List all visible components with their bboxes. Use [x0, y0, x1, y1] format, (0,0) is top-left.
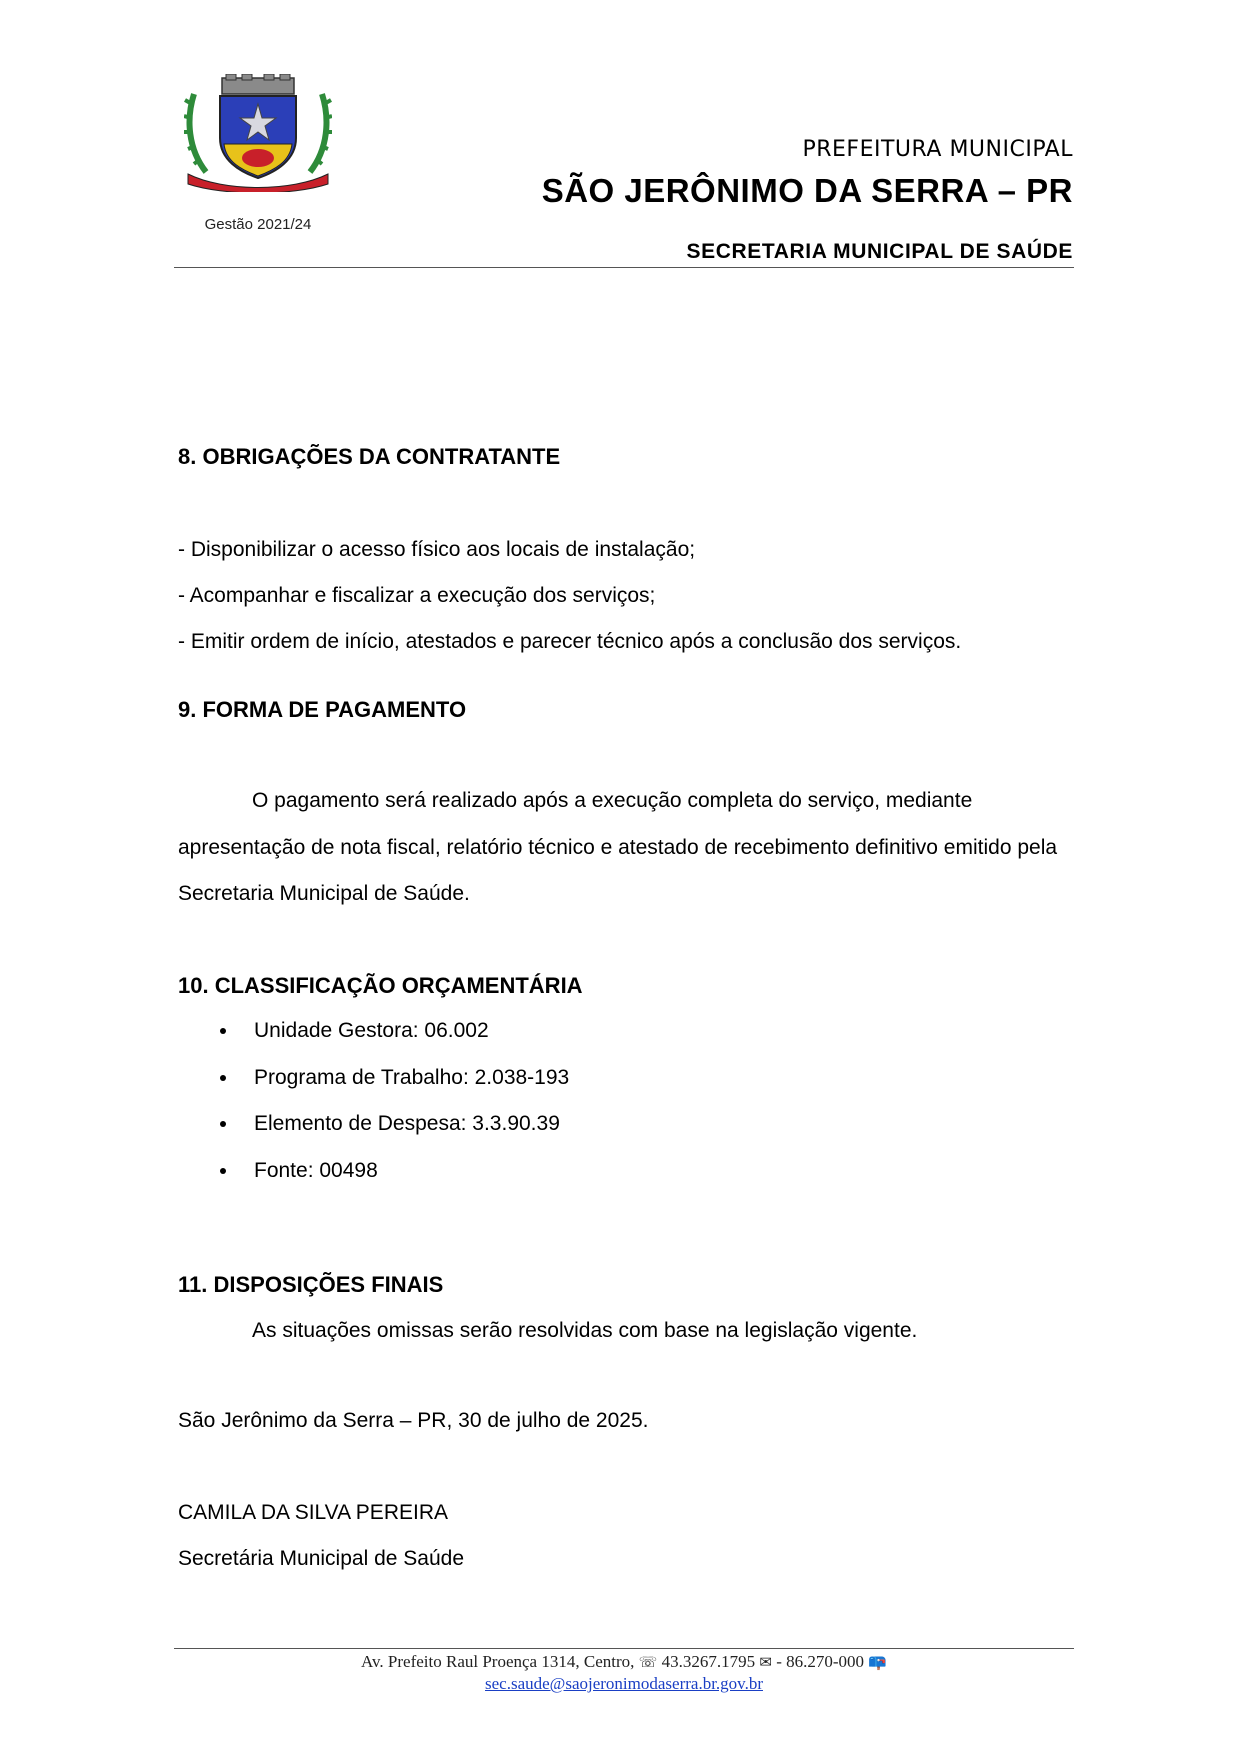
section-8-heading: 8. OBRIGAÇÕES DA CONTRATANTE: [178, 444, 561, 469]
section-11-heading: 11. DISPOSIÇÕES FINAIS: [178, 1272, 444, 1297]
footer-divider: [174, 1648, 1074, 1649]
section-9-heading: 9. FORMA DE PAGAMENTO: [178, 697, 467, 722]
list-item: Programa de Trabalho: 2.038-193: [178, 1055, 569, 1102]
city-title: SÃO JERÔNIMO DA SERRA – PR: [541, 172, 1073, 209]
phone-number: 43.3267.1795: [661, 1652, 756, 1671]
mailbox-icon: 📪: [868, 1653, 887, 1671]
email-link[interactable]: sec.saude@saojeronimodaserra.br.gov.br: [485, 1674, 763, 1693]
bullet-icon: [220, 1168, 226, 1174]
postal-code: - 86.270-000: [776, 1652, 865, 1671]
obligation-item: - Emitir ordem de início, atestados e parecer técnico após a conclusão dos serviços.: [178, 630, 962, 653]
phone-icon: ☏: [638, 1653, 658, 1671]
crest-emblem-icon: [184, 74, 332, 192]
list-item: Unidade Gestora: 06.002: [178, 1008, 569, 1055]
department-title: SECRETARIA MUNICIPAL DE SAÚDE: [686, 240, 1073, 263]
header-divider: [174, 267, 1074, 268]
list-item: Fonte: 00498: [178, 1148, 569, 1195]
section-10-heading: 10. CLASSIFICAÇÃO ORÇAMENTÁRIA: [178, 973, 583, 998]
payment-paragraph: O pagamento será realizado após a execução completa do serviço, mediante apresentação de nota fiscal, relatório técnico e atestado de recebimento definitivo emitido pela Secretaria Municipal de Saúde.: [178, 789, 1058, 905]
envelope-icon: ✉: [759, 1653, 772, 1671]
budget-list: [178, 1008, 569, 1194]
footer-address: [174, 1652, 1074, 1672]
bullet-icon: [220, 1075, 226, 1081]
signer-name: CAMILA DA SILVA PEREIRA: [178, 1501, 448, 1524]
address-text: Av. Prefeito Raul Proença 1314, Centro,: [361, 1652, 635, 1671]
final-provisions-text: As situações omissas serão resolvidas com base na legislação vigente.: [252, 1319, 918, 1342]
prefeitura-title: PREFEITURA MUNICIPAL: [802, 137, 1073, 162]
obligation-item: - Disponibilizar o acesso físico aos locais de instalação;: [178, 538, 696, 561]
bullet-icon: [220, 1028, 226, 1034]
bullet-icon: [220, 1121, 226, 1127]
list-item: Elemento de Despesa: 3.3.90.39: [178, 1101, 569, 1148]
management-period: Gestão 2021/24: [204, 216, 312, 233]
municipal-crest: [184, 74, 332, 192]
footer-email-line: [174, 1674, 1074, 1694]
signer-role: Secretária Municipal de Saúde: [178, 1547, 465, 1570]
place-date: São Jerônimo da Serra – PR, 30 de julho de 2025.: [178, 1409, 649, 1432]
obligation-item: - Acompanhar e fiscalizar a execução dos serviços;: [178, 584, 656, 607]
